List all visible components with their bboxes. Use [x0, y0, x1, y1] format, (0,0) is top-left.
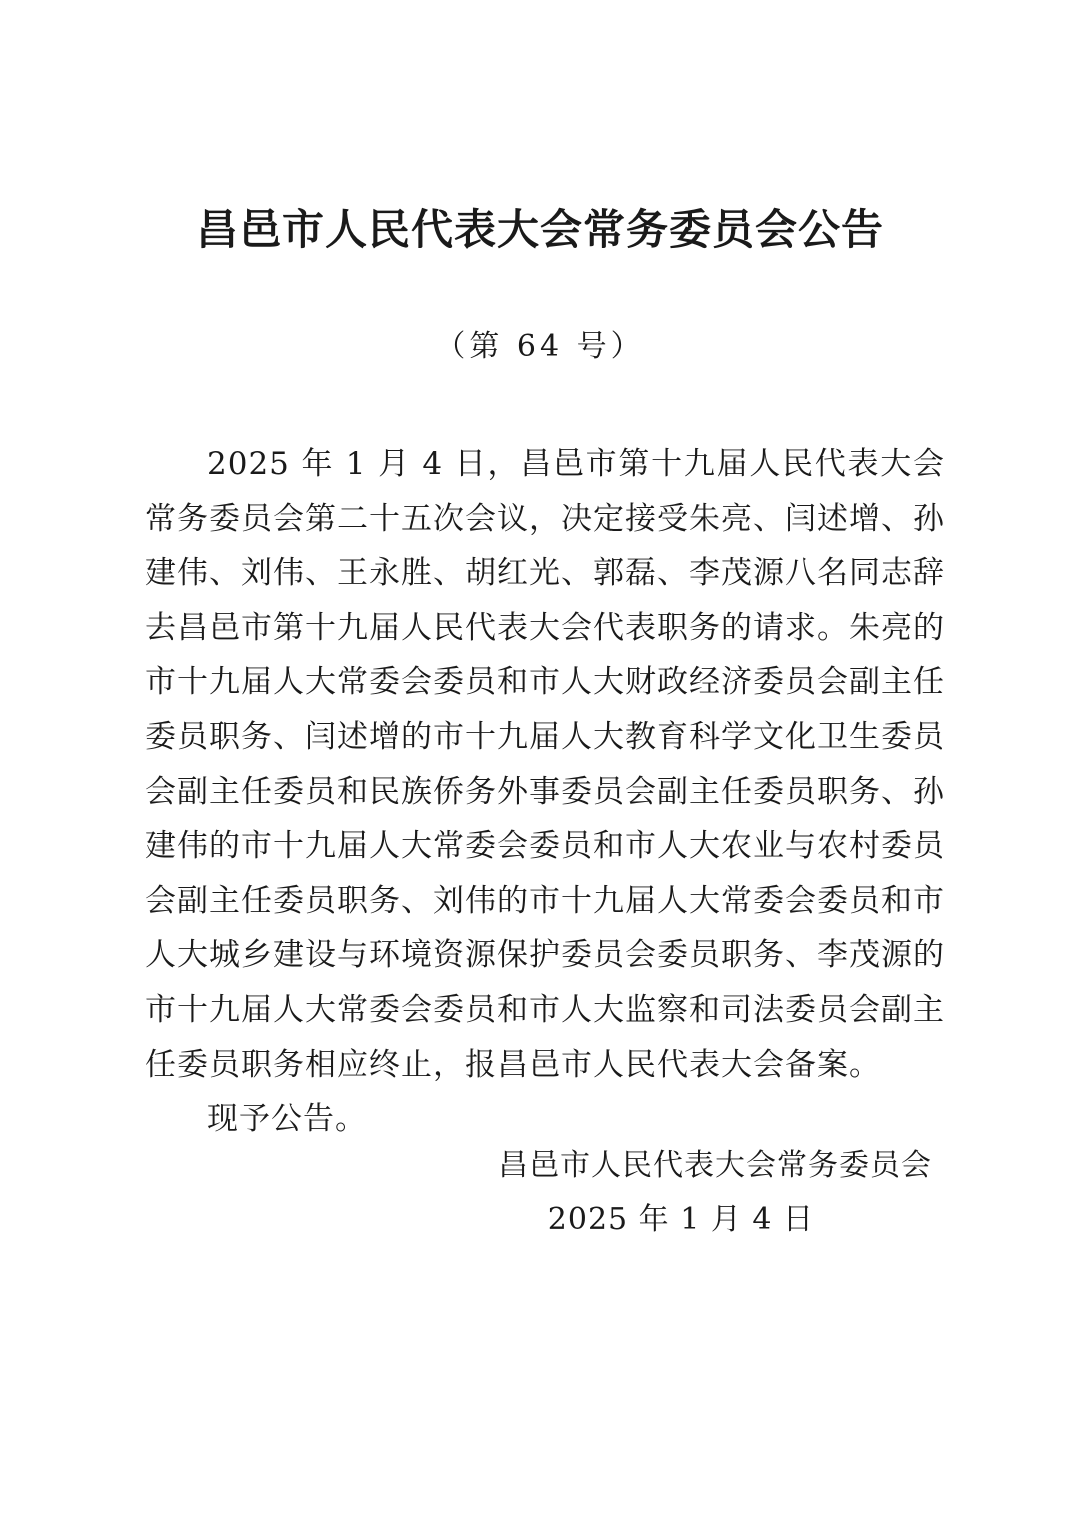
document-body [145, 437, 945, 1147]
body-paragraph-closing: 现予公告。 [207, 1101, 367, 1138]
body-paragraph-main: 2025 年 1 月 4 日，昌邑市第十九届人民代表大会常务委员会第二十五次会议，决定接受朱亮、闫述增、孙建伟、刘伟、王永胜、胡红光、郭磊、李茂源八名同志辞去昌邑市第十九届人民代表大会代表职务的请求。朱亮的市十九届人大常委会委员和市人大财政经济委员会副主任委员职务、闫述增的市十九届人大教育科学文化卫生委员会副主任委员和民族侨务外事委员会副主任委员职务、孙建伟的市十九届人大常委会委员和市人大农业与农村委员会副主任委员职务、刘伟的市十九届人大常委会委员和市人大城乡建设与环境资源保护委员会委员职务、李茂源的市十九届人大常委会委员和市人大监察和司法委员会副主任委员职务相应终止，报昌邑市人民代表大会备案。 [145, 446, 945, 1083]
signature-organization: 昌邑市人民代表大会常务委员会 [498, 1148, 932, 1183]
signature-date: 2025 年 1 月 4 日 [547, 1202, 814, 1237]
document-title: 昌邑市人民代表大会常务委员会公告 [195, 205, 884, 254]
document-number: （第 64 号） [435, 329, 645, 364]
